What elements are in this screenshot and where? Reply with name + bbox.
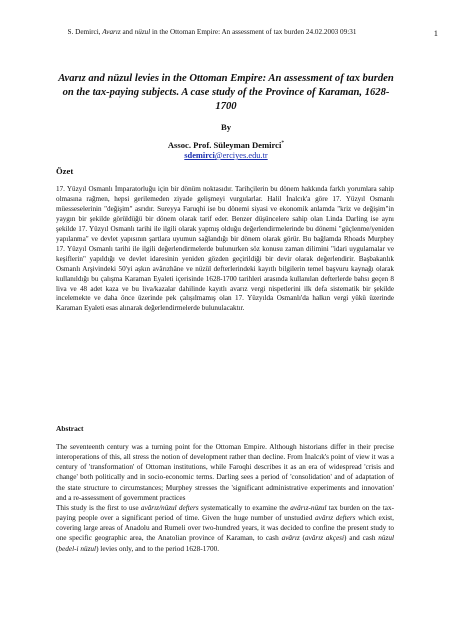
abstract-term: bedel-i nüzul	[58, 544, 97, 553]
title-part: nüzul	[107, 73, 133, 84]
abstract-term: avârız akçesi	[304, 534, 345, 543]
title-part: Avarız	[58, 73, 86, 84]
abstract-term: avârız defters	[314, 514, 356, 523]
author-name: Assoc. Prof. Süleyman Demirci	[167, 140, 282, 150]
abstract-text: which exist, covering large areas of Anadolu and Rumeli over two-hundred years, it was decided to confine the present study to one specific geographic area, the Anatolian province of Karaman, to cash	[56, 514, 394, 543]
abstract-term: avârız-nüzul	[290, 503, 327, 512]
header-text: in the Ottoman Empire: An assessment of tax burden 24.02.2003 09:31	[150, 28, 357, 36]
abstract-text: ) levies only, and to the period 1628-1700.	[96, 544, 220, 553]
email-domain: @erciyes.edu.tr	[214, 151, 268, 160]
abstract-text: (	[56, 544, 59, 553]
page-number: 1	[433, 28, 438, 38]
abstract-heading: Abstract	[56, 424, 84, 433]
header-text: nüzul	[134, 28, 151, 36]
header-text: Avarız	[102, 28, 121, 36]
paper-title	[56, 72, 396, 114]
abstract-text: This study is the first to use	[56, 503, 141, 512]
abstract-term: avârız/nüzul defters	[140, 503, 199, 512]
abstract-paragraph-1: The seventeenth century was a turning point for the Ottoman Empire. Although historians differ in their precise interoperations of this, all stress the notion of development rather than decline. From İnalcık's point of view it was a century of 'transformation' of Ottoman institutions, while Faroqhi describes it as an era of widespread 'crisis and change' both politically and in socio-economic terms. Darling sees a period of 'consolidation' and of adaptation of the state structure to circumstances; Murphey stresses the 'significant administrative experiments and innovation' and a re-assessment of government practices	[56, 443, 394, 502]
email-link[interactable]	[184, 151, 267, 160]
author-email	[0, 151, 452, 160]
title-part: and	[85, 73, 108, 84]
email-user: sdemirci	[184, 151, 215, 160]
by-label: By	[220, 122, 232, 132]
abstract-text: (	[299, 534, 305, 543]
abstract-term: avârız	[281, 534, 300, 543]
abstract-body	[56, 442, 394, 554]
abstract-text: ) and cash	[344, 534, 379, 543]
ozet-heading: Özet	[56, 166, 74, 176]
ozet-paragraph: 17. Yüzyıl Osmanlı İmparatorluğu için bir dönüm noktasıdır. Tarihçilerin bu dönem hakkında farklı yorumlara sahip olmasına rağmen, hepsi gerilemeden ziyade gelişmeyi vurgularlar. Halil İnalcık'a göre 17. Yüzyıl Osmanlı müesseselerinin "değişim" asrıdır. Sureyya Faruqhi ise bu dönemi siyasi ve ekonomik anlamda "kriz ve değişim"in yaygın bir şekilde görüldüğü bir dönem olarak tarif eder. Benzer düşüncelere sahip olan Linda Darling ise aynı şekilde 17. Yüzyıl Osmanlı tarihi ile ilgili olarak yapmış olduğu değerlendirmelerinde bu dönemi "güçlenme/yeniden yapılanma" ve devlet yapısının şartlara uyumun sağlandığı bir dönem olarak görür. Bu bağlamda Rhoads Murphey 17. Yüzyıl Osmanlı tarihi ile ilgili değerlendirmelerde bulunurken söz konusu zaman dilimini "idari uygulamalar ve keşiflerin" yapıldığı ve devlet idaresinin yeniden gözden geçirildiği bir devir olarak değerlendirir. Başbakanlık Osmanlı Arşivindeki 50'yi aşkın avârızhâne ve nüzül defterlerindeki kayıtlı bilgilerin temel başvuru kaynağı olarak kullanıldığı bu çalışma Karaman Eyaleti içerisinde 1628-1700 tarihleri arasında kullanılan defterlerde bahsı geçen 8 liva ve 48 adet kaza ve bu liva/kazalar dahilinde kayıtlı avarız vergi nispetlerini ilk defa sistematik bir şekilde incelemekte ve daha önce üzerinde pek çalışılmamış olan 17. Yüzyılda Osmanlı'da halkın vergi yükü üzerinde Karaman Eyaleti esas alınarak değerlendirmelerde bulunulacaktır.	[56, 185, 394, 313]
header-text: S. Demirci,	[67, 28, 103, 36]
author-line	[0, 140, 452, 150]
abstract-text: tax burden on the tax-paying people over a significant period of time. Given the huge number of unstudied	[56, 503, 395, 523]
header-text: and	[120, 28, 135, 36]
abstract-text: systematically to examine the	[198, 503, 291, 512]
abstract-term: nüzul	[378, 534, 395, 543]
abstract-paragraph-2	[56, 503, 394, 554]
footnote-mark: *	[281, 140, 285, 147]
running-header	[12, 28, 412, 36]
title-part: levies in the Ottoman Empire: An assessment of tax burden on the tax-paying subjects. A case study of the Province of Karaman, 1628-1700	[62, 73, 394, 112]
